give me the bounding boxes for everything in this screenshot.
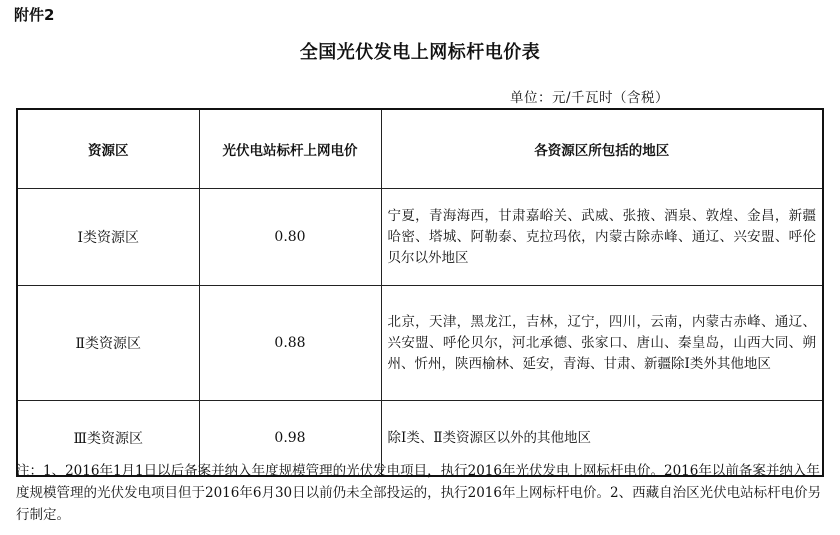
zone-cell: Ⅲ类资源区 [17,401,199,477]
zone-cell: Ⅱ类资源区 [17,286,199,401]
attachment-label: 附件2 [14,6,55,24]
footnote: 注：1、2016年1月1日以后备案并纳入年度规模管理的光伏发电项目，执行2016年光伏发电上网标杆电价。2016年以前备案并纳入年度规模管理的光伏发电项目但于2016年6月30日以前仍未全部投运的，执行2016年上网标杆电价。2、西藏自治区光伏电站标杆电价另行制定。 [16,463,822,523]
table-header-row [17,109,823,189]
column-header-regions: 各资源区所包括的地区 [381,109,823,189]
page-title: 全国光伏发电上网标杆电价表 [299,42,541,63]
zone-cell: Ⅰ类资源区 [17,189,199,286]
column-header-price: 光伏电站标杆上网电价 [199,109,381,189]
table-row [17,286,823,401]
price-cell: 0.98 [199,401,381,477]
table-row [17,189,823,286]
price-cell: 0.80 [199,189,381,286]
price-cell: 0.88 [199,286,381,401]
price-table [16,108,824,477]
regions-cell: 宁夏，青海海西，甘肃嘉峪关、武威、张掖、酒泉、敦煌、金昌，新疆哈密、塔城、阿勒泰、克拉玛依，内蒙古除赤峰、通辽、兴安盟、呼伦贝尔以外地区 [381,189,823,286]
regions-cell: 北京，天津，黑龙江，吉林，辽宁，四川，云南，内蒙古赤峰、通辽、兴安盟、呼伦贝尔，河北承德、张家口、唐山、秦皇岛，山西大同、朔州、忻州，陕西榆林、延安，青海、甘肃、新疆除Ⅰ类外其他地区 [381,286,823,401]
unit-label: 单位：元/千瓦时（含税） [510,90,670,106]
regions-cell: 除Ⅰ类、Ⅱ类资源区以外的其他地区 [381,401,823,477]
column-header-zone: 资源区 [17,109,199,189]
